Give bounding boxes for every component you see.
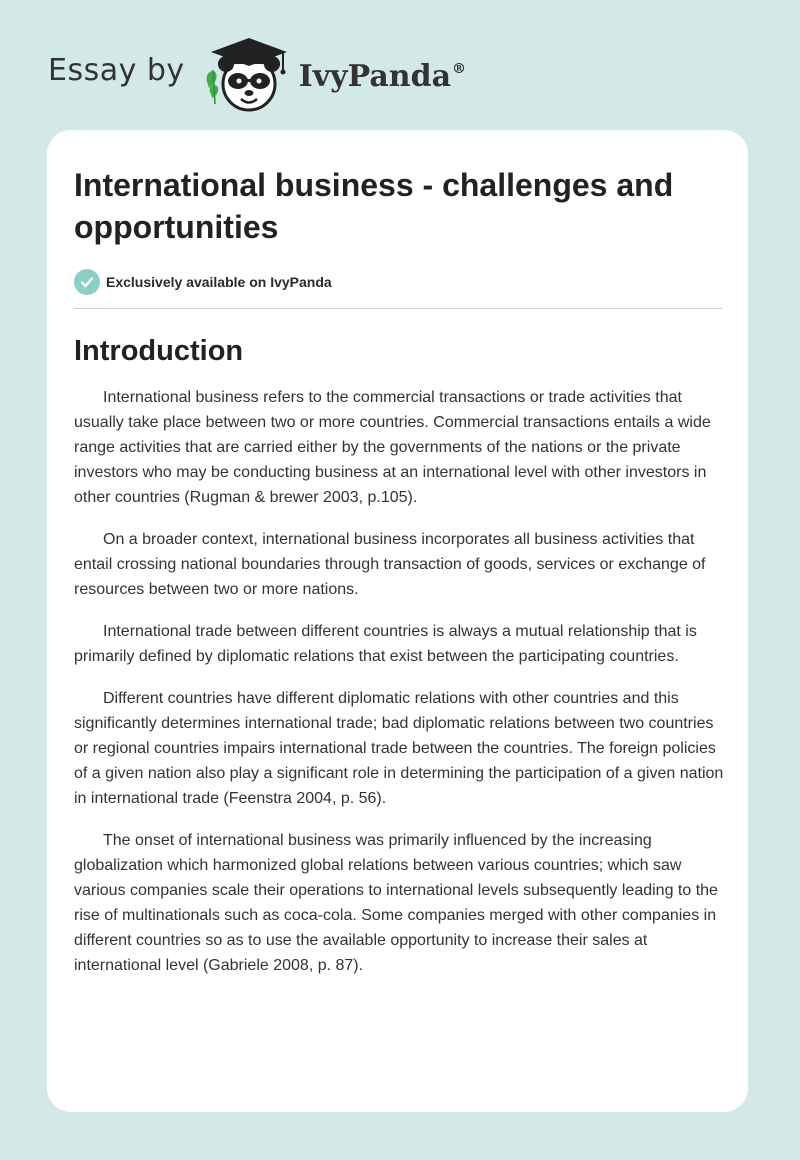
exclusive-badge — [74, 268, 722, 296]
brand-text: IvyPanda — [298, 58, 452, 94]
brand-name[interactable] — [299, 59, 466, 94]
panda-logo-icon[interactable] — [201, 36, 293, 112]
essay-body — [74, 385, 726, 978]
paragraph: International business refers to the commercial transactions or trade activities that usually take place between two or more countries. Commercial transactions entails a wide range activities that are carried either by the governments of the nations or the private investors who may be conducting business at an international level with other investors in other countries (Rugman & brewer 2003, p.105). — [74, 389, 711, 506]
registered-mark: ® — [452, 60, 467, 77]
page-title: International business - challenges and opportunities — [74, 167, 674, 245]
site-header — [48, 36, 466, 112]
section-heading: Introduction — [74, 335, 244, 367]
paragraph: On a broader context, international business incorporates all business activities that entail crossing national boundaries through transaction of goods, services or exchange of resources between two or more nations. — [74, 531, 706, 598]
check-circle-icon — [74, 269, 100, 295]
badge-label: Exclusively available on IvyPanda — [106, 274, 332, 290]
essay-by-label: Essay by — [48, 52, 185, 88]
paragraph: Different countries have different diplomatic relations with other countries and this significantly determines international trade; bad diplomatic relations between two countries or regional countries impairs international trade between the countries. The foreign policies of a given nation also play a significant role in determining the participation of a given nation in international trade (Feenstra 2004, p. 56). — [74, 690, 724, 807]
essay-card — [47, 130, 748, 1112]
title-divider — [74, 308, 722, 309]
paragraph: International trade between different countries is always a mutual relationship that is primarily defined by diplomatic relations that exist between the participating countries. — [74, 623, 697, 665]
paragraph: The onset of international business was primarily influenced by the increasing globalization which harmonized global relations between various countries; which saw various companies scale their operations to international levels subsequently leading to the rise of multinationals such as coca-cola. Some companies merged with other companies in different countries so as to use the available opportunity to increase their sales at international level (Gabriele 2008, p. 87). — [74, 832, 718, 974]
